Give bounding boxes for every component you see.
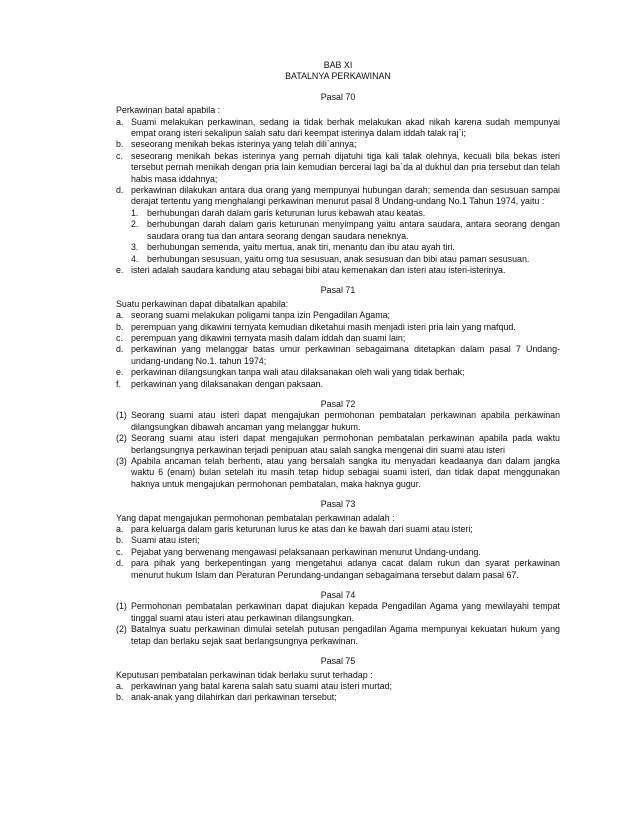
list-item-text: Seorang suami atau isteri dapat mengajukan permohonan pembatalan perkawinan apabila perkawinan dilangsungkan dibawah ancaman yang melanggar hukum.: [131, 410, 560, 432]
list-item: [116, 558, 560, 581]
list-item-text: Pejabat yang berwenang mengawasi pelaksanaan perkawinan menurut Undang-undang.: [131, 546, 481, 557]
pasal-heading: Pasal 75: [320, 656, 356, 667]
pasal-heading: Pasal 74: [320, 590, 356, 601]
list-item-text: perkawinan dilakukan antara dua orang yang mempunyai hubungan darah; semenda dan sesusuan sampai derajat tertentu yang menghalangi perkawinan menurut pasal 8 Undang-undang No.1 Tahun 1974, yaitu :: [131, 185, 560, 207]
list-item: [116, 535, 560, 546]
list-item-label: (1): [116, 410, 127, 421]
pasal-section: [116, 92, 560, 277]
list-item-label: e.: [116, 264, 124, 275]
sub-list-item-label: 4.: [131, 253, 139, 264]
list-item: [116, 524, 560, 535]
list-item: [116, 681, 560, 692]
list-item-label: a.: [116, 524, 124, 535]
list-item-text: isteri adalah saudara kandung atau sebagai bibi atau kemenakan dan isteri atau isteri-isterinya.: [131, 264, 506, 275]
list-item-text: perkawinan yang melanggar batas umur perkawinan sebagaimana ditetapkan dalam pasal 7 Undang-undang-undang No.1. tahun 1974;: [131, 344, 560, 366]
pasal-heading: Pasal 71: [320, 285, 356, 296]
list-item: [116, 344, 560, 367]
list-item-label: a.: [116, 680, 124, 691]
pasal-section: [116, 590, 560, 647]
list-item-text: perempuan yang dikawini ternyata kemudian diketahui masih menjadi isteri pria lain yang mafqud.: [131, 321, 516, 332]
pasal-intro: Perkawinan batal apabila :: [116, 105, 221, 116]
sub-list-item: [131, 219, 560, 242]
list-item-label: b.: [116, 139, 124, 150]
list-item-text: anak-anak yang dilahirkan dari perkawinan tersebut;: [131, 692, 337, 703]
list-item-text: Suami atau isteri;: [131, 535, 200, 546]
list-item-text: perkawinan yang dilaksanakan dengan paksaan.: [131, 378, 323, 389]
list-item-text: para keluarga dalam garis keturunan lurus ke atas dan ke bawah dari suami atau isteri;: [131, 524, 473, 535]
list-item-label: c.: [116, 150, 123, 161]
chapter-title: BATALNYA PERKAWINAN: [285, 71, 391, 82]
list-item-label: d.: [116, 558, 124, 569]
list-item: [116, 379, 560, 390]
list-item: [116, 601, 560, 624]
list-item: [116, 433, 560, 456]
sub-list-item-text: berhubungan darah dalam garis keturunan lurus kebawah atau keatas.: [147, 207, 426, 218]
list-item: [116, 310, 560, 321]
list-item-text: Batalnya suatu perkawinan dimulai setelah putusan pengadilan Agama mempunyai kekuatan hukum yang tetap dan berlaku sejak saat berlangsungnya perkawinan.: [131, 624, 560, 646]
list-item-text: perkawinan dilangsungkan tanpa wali atau dilaksanakan oleh wali yang tidak berhak;: [131, 367, 465, 378]
list-item-text: Apabila ancaman telah berhenti, atau yang bersalah sangka itu menyadari keadaanya dan dalam jangka waktu 6 (enam) bulan setelah itu masih tetap hidup sebagai suami isteri, dan tidak dapat menggunakan haknya untuk mengajukan permohonan pembatalan, maka haknya gugur.: [131, 456, 560, 489]
sub-list-item: [131, 254, 560, 265]
pasal-intro: Keputusan pembatalan perkawinan tidak berlaku surut terhadap :: [116, 669, 373, 680]
sub-list-item-label: 1.: [131, 207, 139, 218]
chapter-number: BAB XI: [323, 60, 353, 70]
pasal-section: [116, 285, 560, 390]
list-item-label: d.: [116, 185, 124, 196]
sub-list-item-label: 2.: [131, 219, 139, 230]
pasal-intro: Yang dapat mengajukan permohonan pembatalan perkawinan adalah :: [116, 512, 395, 523]
list-item-label: b.: [116, 321, 124, 332]
sub-list-item-text: berhubungan sesusuan, yaitu orng tua sesusuan, anak sesusuan dan bibi atau paman sesusuan.: [147, 253, 530, 264]
list-item: [116, 456, 560, 490]
list-item-text: seorang suami melakukan poligami tanpa izin Pengadilan Agama;: [131, 310, 391, 321]
pasal-section: [116, 499, 560, 581]
list-item-text: perkawinan yang batal karena salah satu suami atau isteri murtad;: [131, 680, 392, 691]
list-item-label: b.: [116, 692, 124, 703]
list-item: [116, 547, 560, 558]
list-item-label: (3): [116, 456, 127, 466]
list-item-text: seseorang menikah bekas isterinya yang pernah dijatuhi tiga kali talak olehnya, kecuali bila bekas isteri tersebut pernah menikah dengan pria lain kemudian bercerai lagi ba`da al dukhul dan pria tersebut dan telah habis masa iddahnya;: [131, 150, 560, 184]
list-item-label: f.: [116, 378, 121, 389]
list-item-text: Permohonan pembatalan perkawinan dapat diajukan kepada Pengadilan Agama yang mewilayahi tempat tinggal suami atau isteri atau perkawinan dilangsungkan.: [131, 601, 560, 623]
list-item-label: d.: [116, 344, 124, 355]
document-page: [116, 60, 560, 704]
list-item-label: (2): [116, 433, 127, 444]
list-item-text: Suami melakukan perkawinan, sedang ia tidak berhak melakukan akad nikah karena sudah mempunyai empat orang isteri sekalipun salah satu dari keempat isterinya dalam iddah talak raj`i;: [131, 116, 560, 139]
pasal-intro: Suatu perkawinan dapat dibatalkan apabila:: [116, 298, 289, 309]
list-item-label: c.: [116, 332, 123, 343]
list-item-text: seseorang menikah bekas isterinya yang telah dili`annya;: [131, 139, 357, 150]
pasal-section: [116, 399, 560, 490]
sub-list-item-label: 3.: [131, 242, 139, 253]
sub-list-item: [131, 208, 560, 219]
pasal-section: [116, 656, 560, 704]
list-item: [116, 333, 560, 344]
sections-container: [116, 92, 560, 704]
list-item: [116, 265, 560, 276]
list-item-label: c.: [116, 546, 123, 557]
list-item: [116, 117, 560, 140]
list-item-text: Seorang suami atau isteri dapat mengajukan permohonan pembatalan perkawinan apabila pada waktu berlangsungnya perkawinan terjadi penipuan atau salah sangka mengenai diri suami atau isteri: [131, 433, 560, 455]
pasal-heading: Pasal 70: [320, 91, 356, 102]
list-item: [116, 367, 560, 378]
list-item: [116, 185, 560, 208]
list-item-label: (1): [116, 601, 127, 612]
list-item-text: perempuan yang dikawini ternyata masih dalam iddah dan suami lain;: [131, 332, 406, 343]
list-item: [116, 151, 560, 185]
list-item: [116, 692, 560, 703]
list-item: [116, 139, 560, 150]
list-item-text: para pihak yang berkepentingan yang mengetahui adanya cacat dalam rukun dan syarat perkawinan menurut hukum Islam dan Peraturan Perundang-undangan sebagaimana tersebut dalam pasal 67.: [131, 558, 560, 580]
sub-list-item-text: berhubungan semenda, yaitu mertua, anak tiri, menantu dan ibu atau ayah tiri.: [147, 242, 455, 253]
list-item: [116, 410, 560, 433]
list-item-label: a.: [116, 310, 124, 321]
list-item: [116, 624, 560, 647]
list-item-label: e.: [116, 367, 124, 378]
list-item-label: a.: [116, 116, 124, 127]
sub-list-item: [131, 242, 560, 253]
sub-list-item-text: berhubungan darah dalam garis keturunan menyimpang yaitu antara saudara, antara seorang dengan saudara orang tua dan antara seorang dengan saudara neneknya.: [147, 219, 560, 241]
pasal-heading: Pasal 72: [320, 398, 356, 409]
list-item-label: b.: [116, 535, 124, 546]
pasal-heading: Pasal 73: [320, 499, 356, 510]
list-item-label: (2): [116, 624, 127, 635]
list-item: [116, 322, 560, 333]
